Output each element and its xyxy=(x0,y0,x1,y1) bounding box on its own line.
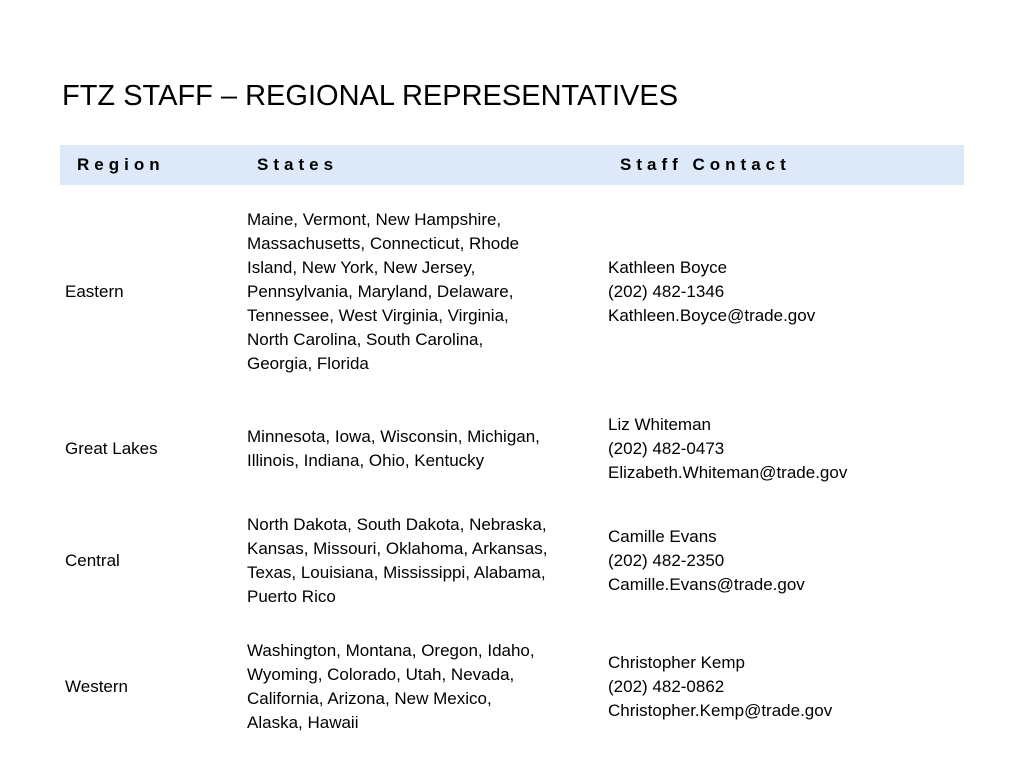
table-row xyxy=(60,208,964,376)
states-line: Wyoming, Colorado, Utah, Nevada, xyxy=(247,665,515,684)
contact-email: Christopher.Kemp@trade.gov xyxy=(608,701,833,720)
states-line: Maine, Vermont, New Hampshire, xyxy=(247,210,502,229)
contact-phone: (202) 482-2350 xyxy=(608,551,725,570)
states-line: Georgia, Florida xyxy=(247,354,369,373)
states-line: North Dakota, South Dakota, Nebraska, xyxy=(247,515,547,534)
states-line: North Carolina, South Carolina, xyxy=(247,330,484,349)
table-header-row xyxy=(60,145,964,185)
states-cell xyxy=(241,639,603,735)
contact-email: Kathleen.Boyce@trade.gov xyxy=(608,306,816,325)
states-line: Minnesota, Iowa, Wisconsin, Michigan, xyxy=(247,427,540,446)
states-line: Massachusetts, Connecticut, Rhode xyxy=(247,234,520,253)
regional-representatives-table xyxy=(60,145,964,732)
staff-contact-cell xyxy=(603,525,964,597)
states-line: Kansas, Missouri, Oklahoma, Arkansas, xyxy=(247,539,548,558)
states-line: Alaska, Hawaii xyxy=(247,713,359,732)
contact-phone: (202) 482-1346 xyxy=(608,282,725,301)
staff-contact-cell xyxy=(603,256,964,328)
states-line: Puerto Rico xyxy=(247,587,336,606)
region-cell: Great Lakes xyxy=(65,439,158,458)
states-line: Illinois, Indiana, Ohio, Kentucky xyxy=(247,451,485,470)
table-row xyxy=(60,513,964,609)
region-cell: Central xyxy=(65,551,120,570)
states-line: California, Arizona, New Mexico, xyxy=(247,689,492,708)
contact-phone: (202) 482-0862 xyxy=(608,677,725,696)
contact-name: Liz Whiteman xyxy=(608,415,711,434)
header-region: Region xyxy=(77,155,165,174)
contact-email: Elizabeth.Whiteman@trade.gov xyxy=(608,463,848,482)
contact-name: Christopher Kemp xyxy=(608,653,746,672)
states-cell xyxy=(241,513,603,609)
staff-contact-cell xyxy=(603,651,964,723)
contact-email: Camille.Evans@trade.gov xyxy=(608,575,805,594)
header-staff-contact: Staff Contact xyxy=(620,155,791,174)
states-cell xyxy=(241,425,603,473)
states-line: Pennsylvania, Maryland, Delaware, xyxy=(247,282,514,301)
header-states: States xyxy=(257,155,339,174)
states-line: Texas, Louisiana, Mississippi, Alabama, xyxy=(247,563,546,582)
contact-name: Camille Evans xyxy=(608,527,717,546)
table-row xyxy=(60,639,964,735)
states-line: Tennessee, West Virginia, Virginia, xyxy=(247,306,509,325)
contact-name: Kathleen Boyce xyxy=(608,258,728,277)
region-cell: Western xyxy=(65,677,128,696)
staff-contact-cell xyxy=(603,413,964,485)
region-cell: Eastern xyxy=(65,282,124,301)
table-row xyxy=(60,401,964,497)
states-cell xyxy=(241,208,603,376)
page-title: FTZ STAFF – REGIONAL REPRESENTATIVES xyxy=(62,80,679,112)
states-line: Washington, Montana, Oregon, Idaho, xyxy=(247,641,535,660)
states-line: Island, New York, New Jersey, xyxy=(247,258,476,277)
contact-phone: (202) 482-0473 xyxy=(608,439,725,458)
